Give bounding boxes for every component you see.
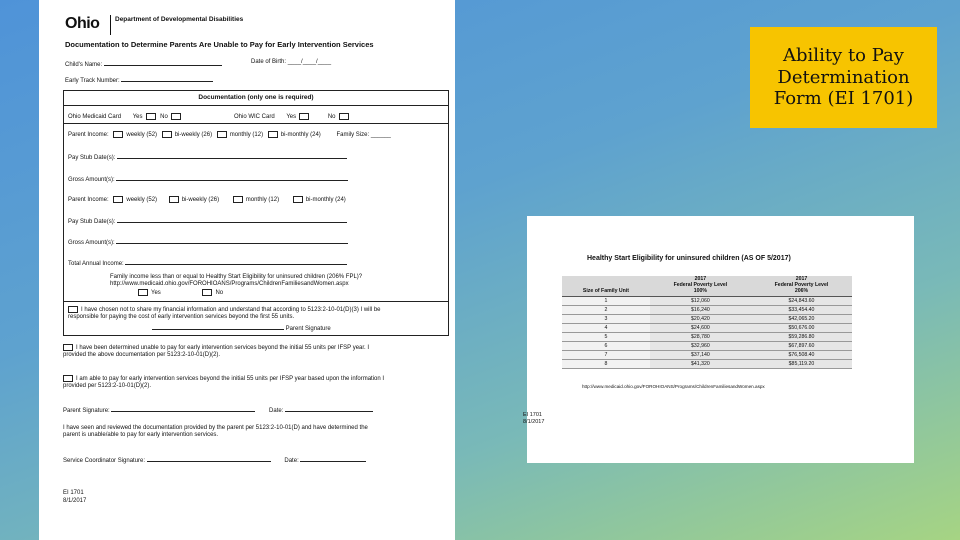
pay-stub-row-1: Pay Stub Date(s): xyxy=(68,152,347,162)
slide-title: Ability to Pay Determination Form (EI 1701) xyxy=(773,44,914,110)
pay-stub-row-2: Pay Stub Date(s): xyxy=(68,216,347,226)
eligibility-table xyxy=(562,276,852,369)
able-to-pay-statement: I am able to pay for early intervention services beyond the initial 55 units per IFSP year based upon the information I provided per 5123:2-10-01(D)(2). xyxy=(63,376,385,390)
ohio-logo: Ohio xyxy=(65,15,100,32)
header-fpl-100: 2017 Federal Poverty Level 100% xyxy=(650,276,751,296)
documentation-box xyxy=(63,90,449,336)
parent-income-row-1: Parent Income: weekly (52) bi-weekly (26) monthly (12) bi-monthly (24) Family Size: ______ xyxy=(68,132,391,139)
reviewed-statement: I have seen and reviewed the documentation provided by the parent per 5123:2-10-01(D) and have determined the parent is unable/able to pay for early intervention services. xyxy=(63,425,368,439)
medicaid-row: Ohio Medicaid Card Yes No xyxy=(68,113,184,121)
table-row: 1 $12,060 $24,843.60 xyxy=(562,296,852,305)
gross-amount-row-1: Gross Amount(s): xyxy=(68,174,348,184)
parent-signature-line: Parent Signature: Date: xyxy=(63,405,373,415)
unable-to-pay-statement: I have been determined unable to pay for early intervention services beyond the initial 55 units per IFSP year. I provided the above documentation per 5123:2-10-01(D)(2). xyxy=(63,345,370,359)
wic-row: Ohio WIC Card Yes No xyxy=(234,113,352,121)
wic-yes-checkbox xyxy=(299,113,309,120)
table-row: 5 $28,780 $59,286.80 xyxy=(562,332,852,341)
dob-blank: ____/____/____ xyxy=(287,59,332,65)
gross-amount-row-2: Gross Amount(s): xyxy=(68,237,348,247)
eligibility-footer: EI 1701 8/1/2017 xyxy=(523,412,545,426)
child-name-field xyxy=(65,59,222,69)
table-row: 7 $37,140 $76,508.40 xyxy=(562,350,852,359)
dob-field xyxy=(251,59,331,66)
medicaid-yes-checkbox xyxy=(146,113,156,120)
child-name-label: Child's Name: xyxy=(65,62,103,68)
eligibility-source-url: http://www.medicaid.ohio.gov/FOROHIOANS/Programs/ChildrenFamiliesandWomen.aspx xyxy=(582,384,765,389)
table-row: 6 $32,960 $67,897.60 xyxy=(562,341,852,350)
chose-not-to-share: I have chosen not to share my financial information and understand that according to 5123:2-10-01(D)(3) I will be responsible for paying the cost of early intervention services beyond the first 55 units. Parent Signature xyxy=(68,307,381,333)
eligibility-header-row xyxy=(562,276,852,296)
logo-divider xyxy=(110,15,111,35)
form-title: Documentation to Determine Parents Are Unable to Pay for Early Intervention Services xyxy=(65,40,374,49)
documentation-header: Documentation (only one is required) xyxy=(64,91,448,106)
table-row: 2 $16,240 $33,454.40 xyxy=(562,305,852,314)
medicaid-no-checkbox xyxy=(171,113,181,120)
early-track-field xyxy=(65,75,213,85)
service-coordinator-signature-line: Service Coordinator Signature: Date: xyxy=(63,455,366,465)
parent-income-row-2: Parent Income: weekly (52) bi-weekly (26) monthly (12) bi-monthly (24) xyxy=(68,197,346,204)
slide-title-box xyxy=(750,27,937,128)
header-fpl-206: 2017 Federal Poverty Level 206% xyxy=(751,276,852,296)
total-annual-row: Total Annual Income: xyxy=(68,258,347,268)
department-name: Department of Developmental Disabilities xyxy=(115,16,244,23)
header-family-size: Size of Family Unit xyxy=(562,276,650,296)
table-row: 4 $24,600 $50,676.00 xyxy=(562,323,852,332)
form-page-image xyxy=(39,0,455,540)
eligibility-table-image xyxy=(523,216,914,463)
table-row: 8 $41,320 $85,119.20 xyxy=(562,359,852,368)
fpl-question: Family income less than or equal to Healthy Start Eligibility for uninsured children (206% FPL)? http://www.medicaid.ohio.gov/FOROHIOANS/Programs/ChildrenFamiliesandWomen.aspx Yes No xyxy=(110,274,363,297)
early-track-label: Early Track Number: xyxy=(65,78,120,84)
dob-label: Date of Birth: xyxy=(251,59,287,65)
eligibility-title: Healthy Start Eligibility for uninsured children (AS OF 5/2017) xyxy=(587,255,791,262)
form-footer: EI 1701 8/1/2017 xyxy=(63,490,87,504)
wic-no-checkbox xyxy=(339,113,349,120)
table-row: 3 $20,420 $42,065.20 xyxy=(562,314,852,323)
